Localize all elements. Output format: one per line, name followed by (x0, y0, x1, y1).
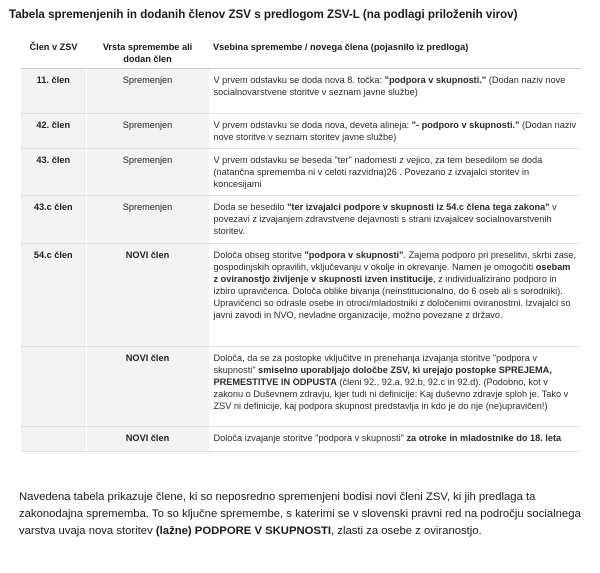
text-bold-segment: za otroke in mladostnike do 18. leta (406, 433, 562, 443)
header-clen: Člen v ZSV (21, 37, 86, 69)
cell-clen: 43. člen (21, 149, 86, 196)
text-segment: (Dodan naziv nove storitve v seznam storitev javne službe) (213, 120, 577, 142)
cell-vrsta: Spremenjen (86, 114, 209, 149)
cell-clen: 54.c člen (21, 244, 86, 347)
header-vrsta: Vrsta spremembe ali dodan člen (86, 37, 209, 69)
text-segment: V prvem odstavku se beseda "ter" nadomesti z vejico, za tem besedilom se doda (natančna sprememba ni v celoti razvidna)26 . Povezano z izvajalci storitev in koncesijami (213, 155, 543, 189)
paragraph-bold-text: (lažne) PODPORE V SKUPNOSTI (155, 525, 332, 537)
text-segment: (členi 92., 92.a, 92.b, 92.c in 92.d). (Podobno, kot v zakonu o Duševnem zdravju, kjer tudi ni definicije: Kaj duševno zdravje sploh je. Tako v ZSV ni definicije, kaj podpora skupnost predstavlja in kdo je do nje (ne)upravičen!) (213, 377, 569, 411)
table-row (21, 149, 581, 196)
table-row (21, 114, 581, 149)
summary-paragraph (19, 489, 584, 540)
text-bold-segment: osebam z oviranostjo življenje v skupnosti izven institucije (213, 262, 571, 284)
cell-vrsta: NOVI člen (86, 244, 209, 347)
text-bold-segment: "podpora v skupnosti." (384, 75, 487, 85)
text-segment: (Dodan naziv nove socialnovarstvene storitve v seznam javne službe) (213, 75, 566, 97)
text-bold-segment: smiselno uporabljajo določbe ZSV, ki urejajo postopke SPREJEMA, PREMESTITVE IN ODPUSTA (213, 365, 552, 387)
paragraph-text: Navedena tabela prikazuje člene, ki so neposredno spremenjeni bodisi novi členi ZSV, ki jih predlaga ta zakonodajna sprememba. To so ključne spremembe, s katerimi se v slovenski pravni red na področju socialnega varstva uvaja nova storitev (19, 491, 581, 537)
cell-vsebina (209, 114, 581, 149)
cell-clen: 42. člen (21, 114, 86, 149)
text-segment: Določa izvajanje storitve "podpora v skupnosti" (213, 433, 407, 443)
table-row (21, 427, 581, 452)
cell-vrsta: Spremenjen (86, 69, 209, 114)
cell-clen: 43.c člen (21, 196, 86, 244)
table-row (21, 69, 581, 114)
table-header-row (21, 37, 581, 69)
header-vsebina: Vsebina spremembe / novega člena (pojasnilo iz predloga) (209, 37, 581, 69)
text-segment: v povezavi z izvajanjem zdravstvene dejavnosti s strani izvajalcev socialnovarstvenih storitev. (213, 202, 557, 236)
text-segment: . Zajema podporo pri preselitvi, skrbi zase, gospodinjskih opravilih, vključevanju v okolje in okrevanje. Namen je omogočiti (213, 250, 577, 272)
cell-vsebina (209, 196, 581, 244)
cell-vrsta: Spremenjen (86, 149, 209, 196)
cell-clen (21, 347, 86, 427)
table-row (21, 244, 581, 347)
text-segment: Določa obseg storitve (213, 250, 305, 260)
cell-vsebina (209, 149, 581, 196)
changes-table (21, 37, 581, 452)
cell-vsebina (209, 244, 581, 347)
cell-vrsta: NOVI člen (86, 427, 209, 452)
table-row (21, 196, 581, 244)
text-segment: V prvem odstavku se doda nova 8. točka: (213, 75, 385, 85)
paragraph-text: , zlasti za osebe z oviranostjo. (331, 525, 482, 537)
table-row (21, 347, 581, 427)
text-segment: Doda se besedilo (213, 202, 288, 212)
text-bold-segment: "podpora v skupnosti" (304, 250, 404, 260)
cell-clen (21, 427, 86, 452)
page-title: Tabela spremenjenih in dodanih členov ZSV s predlogom ZSV-L (na podlagi priloženih virov) (9, 8, 518, 21)
text-bold-segment: "ter izvajalci podpore v skupnosti iz 54.c člena tega zakona" (287, 202, 550, 212)
cell-clen: 11. člen (21, 69, 86, 114)
cell-vsebina (209, 427, 581, 452)
text-segment: V prvem odstavku se doda nova, deveta alineja: (213, 120, 412, 130)
text-segment: Določa, da se za postopke vključitve in prenehanja izvajanja storitve "podpora v skupnosti" (213, 353, 537, 375)
text-segment: , z individualizirano podporo in izbiro upravičenca. Določa oblike bivanja (neinstitucionalno, do 6 oseb ali s sorodniki). Upravičenci so odrasle osebe in otroci/mladostniki z določenimi oviranostmi. Izvajalci so javni zavodi in NVO, nevladne organizacije, možno povezane z državo. (213, 274, 571, 320)
cell-vrsta: NOVI člen (86, 347, 209, 427)
cell-vrsta: Spremenjen (86, 196, 209, 244)
text-bold-segment: "- podporo v skupnosti." (411, 120, 520, 130)
cell-vsebina (209, 69, 581, 114)
cell-vsebina (209, 347, 581, 427)
